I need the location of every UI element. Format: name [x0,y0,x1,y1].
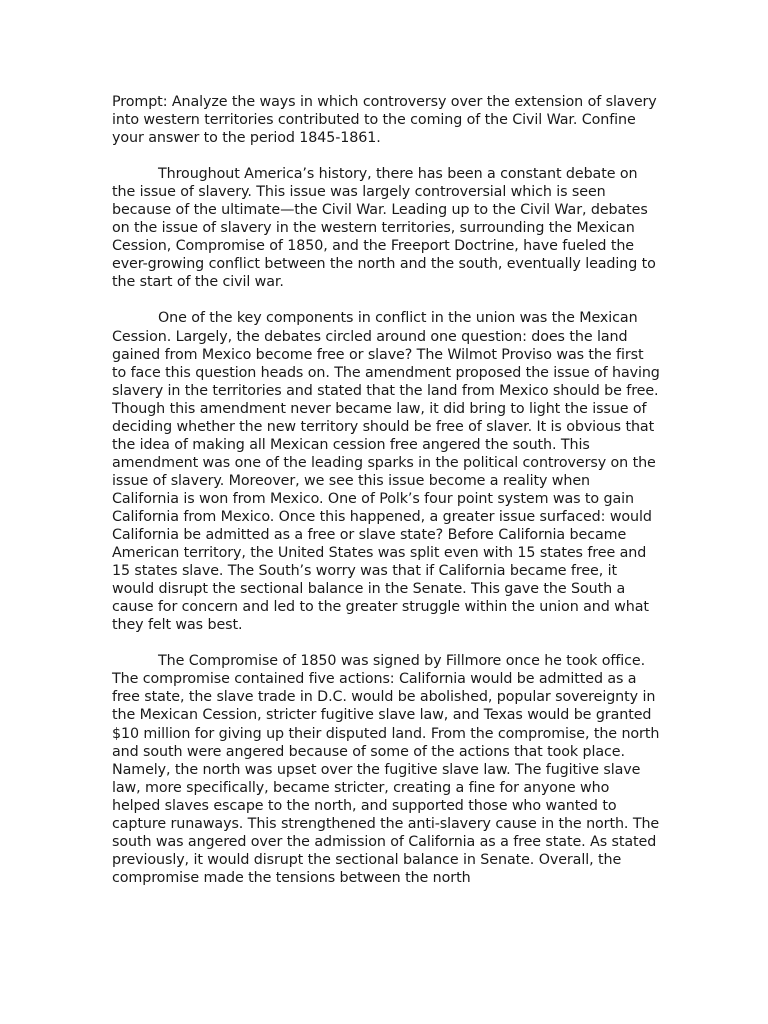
document-body [112,93,660,905]
paragraph-mexican-cession: One of the key components in conflict in the union was the Mexican Cession. Largely, the debates circled around one question: does the land gained from Mexico become free or slave? The Wilmot Proviso was the first to face this question heads on. The amendment proposed the issue of having slavery in the territories and stated that the land from Mexico should be free. Though this amendment never became law, it did bring to light the issue of deciding whether the new territory should be free of slaver. It is obvious that the idea of making all Mexican cession free angered the south. This amendment was one of the leading sparks in the political controversy on the issue of slavery. Moreover, we see this issue become a reality when California is won from Mexico. One of Polk’s four point system was to gain California from Mexico. Once this happened, a greater issue surfaced: would California be admitted as a free or slave state? Before California became American territory, the United States was split even with 15 states free and 15 states slave. The South’s worry was that if California became free, it would disrupt the sectional balance in the Senate. This gave the South a cause for concern and led to the greater struggle within the union and what they felt was best. [112,310,660,634]
paragraph-compromise-1850: The Compromise of 1850 was signed by Fillmore once he took office. The compromise contained five actions: California would be admitted as a free state, the slave trade in D.C. would be abolished, popular sovereignty in the Mexican Cession, stricter fugitive slave law, and Texas would be granted $10 million for giving up their disputed land. From the compromise, the north and south were angered because of some of the actions that took place. Namely, the north was upset over the fugitive slave law. The fugitive slave law, more specifically, became stricter, creating a fine for anyone who helped slaves escape to the north, and supported those who wanted to capture runaways. This strengthened the anti-slavery cause in the north. The south was angered over the admission of California as a free state. As stated previously, it would disrupt the sectional balance in Senate. Overall, the compromise made the tensions between the north [112,653,660,886]
paragraph-introduction: Throughout America’s history, there has been a constant debate on the issue of slavery. This issue was largely controversial which is seen because of the ultimate—the Civil War. Leading up to the Civil War, debates on the issue of slavery in the western territories, surrounding the Mexican Cession, Compromise of 1850, and the Freeport Doctrine, have fueled the ever-growing conflict between the north and the south, eventually leading to the start of the civil war. [112,166,656,291]
essay-prompt: Prompt: Analyze the ways in which controversy over the extension of slavery into western territories contributed to the coming of the Civil War. Confine your answer to the period 1845-1861. [112,94,657,147]
